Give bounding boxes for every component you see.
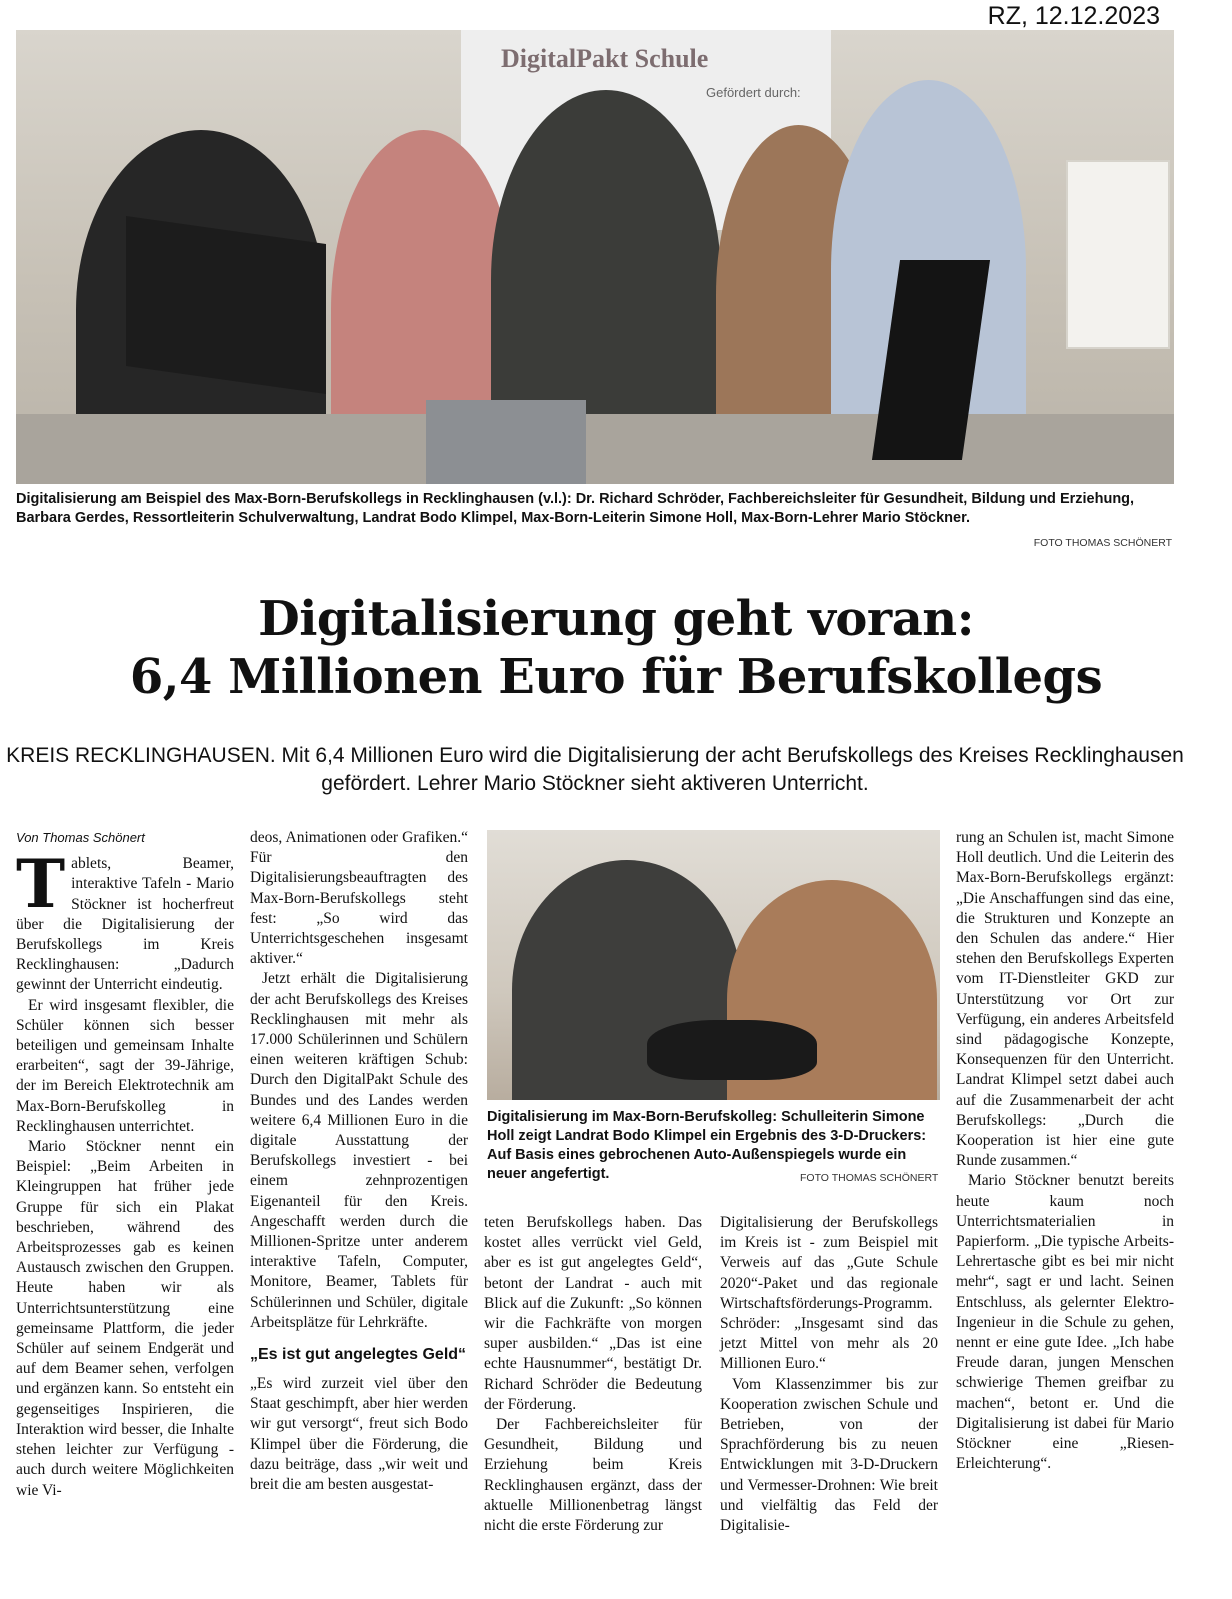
teaser: KREIS RECKLINGHAUSEN. Mit 6,4 Millionen Euro wird die Digitalisierung der acht Berufskollegs des Kreises Recklinghausen gefördert. Lehrer Mario Stöckner sieht aktiveren Unterricht. — [6, 744, 1184, 795]
screen-subtitle: Gefördert durch: — [706, 85, 801, 100]
inline-photo-credit: FOTO THOMAS SCHÖNERT — [800, 1172, 939, 1184]
headline — [0, 590, 1232, 706]
photo-credit: FOTO THOMAS SCHÖNERT — [1033, 537, 1172, 549]
article-column-3 — [484, 1213, 702, 1536]
inline-photo — [487, 830, 940, 1100]
subheading: „Es ist gut angelegtes Geld“ — [250, 1346, 467, 1364]
photo-caption: Digitalisierung am Beispiel des Max-Born-Berufskollegs in Recklinghausen (v.l.): Dr. Richard Schröder, Fachbereichsleiter für Gesundheit, Bildung und Erziehung, Barbara Gerdes, Ressortleiterin Schulverwaltung, Landrat Bodo Klimpel, Max-Born-Leiterin Simone Holl, Max-Born-Lehrer Mario Stöckner. — [16, 491, 1135, 526]
desk — [16, 414, 1174, 484]
paragraph: „Es wird zurzeit viel über den Staat geschimpft, aber hier werden wir gut versorgt“, freut sich Bodo Klimpel über die Förderung, die dazu beiträge, dass „wir weit und breit die am besten ausgestat- — [250, 1375, 468, 1494]
paragraph: Der Fachbereichsleiter für Gesundheit, Bildung und Erziehung beim Kreis Recklinghausen ergänzt, dass der aktuelle Millionenbetrag längst nicht die erste Förderung zur — [484, 1416, 702, 1535]
byline: Von Thomas Schönert — [16, 830, 145, 845]
paragraph: teten Berufskollegs haben. Das kostet alles verrückt viel Geld, aber es ist gut angelegtes Geld“, betont der Landrat - auch mit Blick auf die Zukunft: „So können wir die Fachkräfte von morgen super ausbilden.“ „Das ist eine echte Hausnummer“, bestätigt Dr. Richard Schröder die Bedeutung der Förderung. — [484, 1214, 702, 1413]
wall-poster — [1066, 160, 1170, 349]
paragraph: Digitalisierung der Berufskollegs im Kreis ist - zum Beispiel mit Verweis auf das „Gute Schule 2020“-Paket und das regionale Wirtschaftsförderungs-Programm. Schröder: „Insgesamt sind das jetzt Mittel von mehr als 20 Millionen Euro.“ — [720, 1214, 938, 1373]
paragraph: Mario Stöckner nennt ein Beispiel: „Beim Arbeiten in Kleingruppen hat früher jede Gruppe für sich ein Plakat beschrieben, während des Arbeitsprozesses gab es keinen Austausch zwischen den Gruppen. Heute haben wir als Unterrichtsunterstützung eine gemeinsame Plattform, die jeder Schüler auf seinem Endgerät und auf dem Beamer sehen, verfolgen und ergänzen kann. So entsteht ein gegenseitiges Inspirieren, die Interaktion wird besser, die Inhalte stehen leichter zur Verfügung - auch durch weitere Möglichkeiten wie Vi- — [16, 1138, 234, 1499]
paragraph: Jetzt erhält die Digitalisierung der acht Berufskollegs des Kreises Recklinghausen mit mehr als 17.000 Schülerinnen und Schülern einen weiteren kräftigen Schub: Durch den DigitalPakt Schule des Bundes und des Landes werden weitere 6,4 Millionen Euro in die digitale Ausstattung der Berufskollegs investiert - bei einem zehnprozentigen Eigenanteil für den Kreis. Angeschafft werden durch die Millionen-Spritze unter anderem interaktive Tafeln, Computer, Monitore, Beamer, Tablets für Schülerinnen und Schüler, digitale Arbeitsplätze für Lehrkräfte. — [250, 970, 468, 1331]
paragraph: deos, Animationen oder Grafiken.“ Für den Digitalisierungsbeauftragten des Max-Born-Berufskollegs steht fest: „So wird das Unterrichtsgeschehen insgesamt aktiver.“ — [250, 829, 468, 968]
paragraph — [16, 845, 234, 995]
article-column-2 — [250, 828, 468, 1495]
inline-photo-caption: Digitalisierung im Max-Born-Berufskolleg: Schulleiterin Simone Holl zeigt Landrat Bodo Klimpel ein Ergebnis des 3-D-Druckers: Auf Basis eines gebrochenen Auto-Außenspiegels wurde ein neuer angefertigt. — [487, 1109, 927, 1182]
article-column-4 — [720, 1213, 938, 1536]
paragraph: Mario Stöckner benutzt bereits heute kaum noch Unterrichtsmaterialien in Papierform. „Die typische Arbeits-Lehrertasche gibt es bei mir nicht mehr“, sagt er und lacht. Seinen Entschluss, als gelernter Elektro-Ingenieur in die Schule zu gehen, nennt er eine gute Idee. „Ich habe Freude daran, jungen Menschen schwierige Themen greifbar zu machen“, betont er. Und die Digitalisierung ist dabei für Mario Stöckner eine „Riesen-Erleichterung“. — [956, 1172, 1174, 1473]
paragraph: Vom Klassenzimmer bis zur Kooperation zwischen Schule und Betrieben, von der Sprachförderung bis zu neuen Entwicklungen mit 3-D-Druckern und Vermesser-Drohnen: Wie breit und vielfältig das Feld der Digitalisie- — [720, 1375, 938, 1535]
headline-line-2: 6,4 Millionen Euro für Berufskollegs — [129, 649, 1103, 705]
dropcap: T — [16, 845, 66, 924]
dateline: RZ, 12.12.2023 — [987, 2, 1160, 30]
screen-title: DigitalPakt Schule — [501, 44, 709, 73]
laptop-on-desk — [426, 400, 586, 484]
paragraph: Er wird insgesamt flexibler, die Schüler können sich besser beteiligen und gemeinsam Inhalte erarbeiten“, sagt der 39-Jährige, der im Bereich Elektrotechnik am Max-Born-Berufskolleg in Recklinghausen unterrichtet. — [16, 996, 234, 1135]
paragraph: rung an Schulen ist, macht Simone Holl deutlich. Und die Leiterin des Max-Born-Berufskollegs ergänzt: „Die Anschaffungen sind das eine, die Strukturen und Konzepte an den Schulen das andere.“ Hier stehen den Berufskollegs Experten vom IT-Dienstleiter GKD zur Unterstützung vor Ort zur Verfügung, ein anderes Arbeitsfeld sind pädagogische Konzepte, Konsequenzen für den Unterricht. Landrat Klimpel setzt dabei auch auf die Zusammenarbeit der acht Berufskollegs: „Durch die Kooperation ist hier eine gute Runde zusammen.“ — [956, 829, 1174, 1170]
main-photo — [16, 30, 1174, 484]
printed-mirror — [647, 1020, 817, 1080]
laptop — [126, 216, 326, 394]
headline-line-1: Digitalisierung geht voran: — [258, 591, 974, 647]
article-column-5 — [956, 828, 1174, 1475]
article-column-1 — [16, 828, 234, 1501]
paragraph-text: ablets, Beamer, interaktive Tafeln - Mario Stöckner ist hocherfreut über die Digitalisierung der Berufskollegs im Kreis Recklinghausen: „Dadurch gewinnt der Unterricht eindeutig. — [16, 855, 234, 994]
